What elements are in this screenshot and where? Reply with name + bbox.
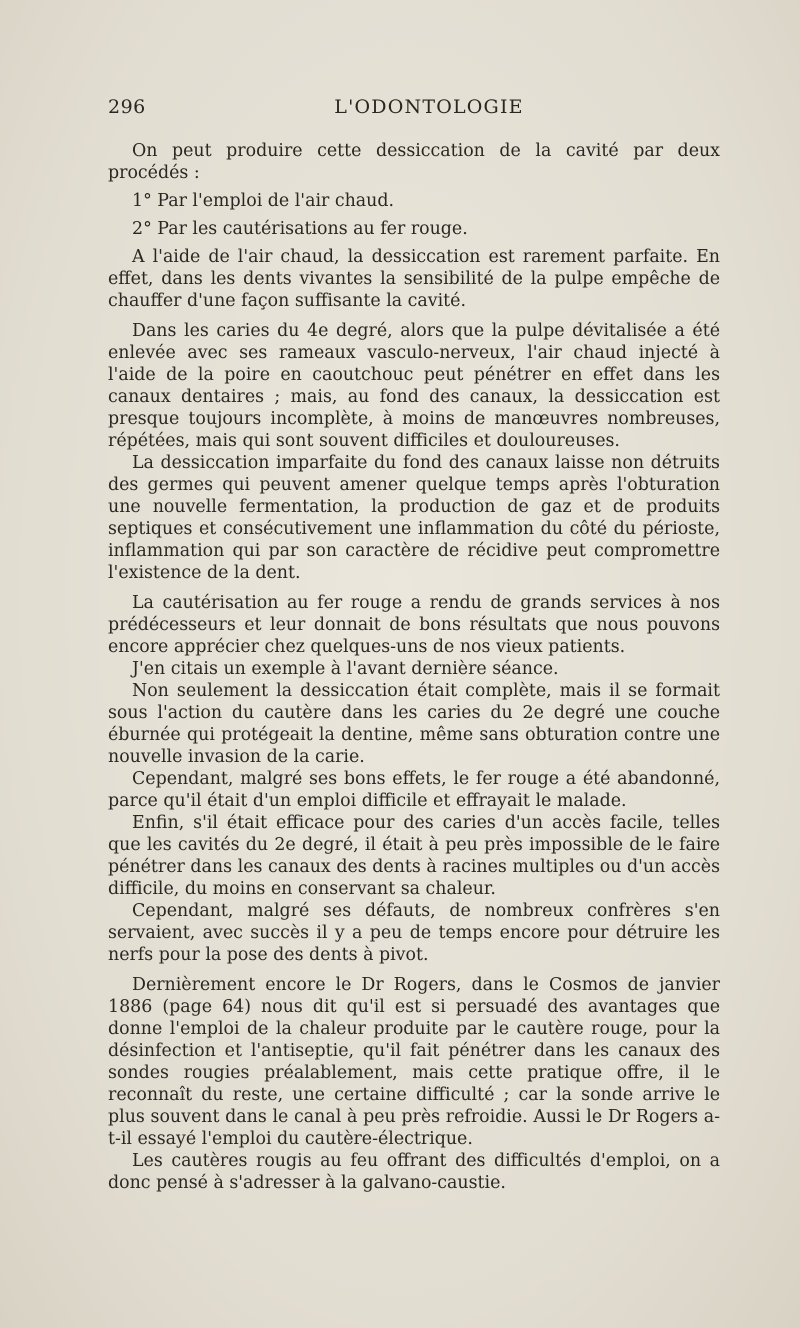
- page-header: [108, 96, 720, 128]
- body-text: [108, 140, 720, 1194]
- page-number: 296: [108, 96, 146, 118]
- paragraph: Cependant, malgré ses bons effets, le fer rouge a été abandonné, parce qu'il était d'un emploi difficile et effrayait le malade.: [108, 769, 720, 811]
- running-head: L'ODONTOLOGIE: [334, 96, 524, 118]
- paragraph: Enfin, s'il était efficace pour des caries d'un accès facile, telles que les cavités du 2e degré, il était à peu près impossible de le faire pénétrer dans les canaux des dents à racines multiples ou d'un accès difficile, du moins en conservant sa chaleur.: [108, 813, 720, 899]
- list-item: 1° Par l'emploi de l'air chaud.: [132, 191, 395, 211]
- paragraph: J'en citais un exemple à l'avant dernière séance.: [132, 659, 559, 679]
- paragraph: Dernièrement encore le Dr Rogers, dans le Cosmos de janvier 1886 (page 64) nous dit qu'il est si persuadé des avantages que donne l'emploi de la chaleur produite par le cautère rouge, pour la désinfection et l'antiseptie, qu'il fait pénétrer dans les canaux des sondes rougies préalablement, mais cette pratique offre, il le reconnaît du reste, une certaine difficulté ; car la sonde arrive le plus souvent dans le canal à peu près refroidie. Aussi le Dr Rogers a-t-il essayé l'emploi du cautère-électrique.: [108, 975, 720, 1149]
- paragraph: Dans les caries du 4e degré, alors que la pulpe dévitalisée a été enlevée avec ses rameaux vasculo-nerveux, l'air chaud injecté à l'aide de la poire en caoutchouc peut pénétrer en effet dans les canaux dentaires ; mais, au fond des canaux, la dessiccation est presque toujours incomplète, à moins de manœuvres nombreuses, répétées, mais qui sont souvent difficiles et douloureuses.: [108, 321, 720, 451]
- paragraph: On peut produire cette dessiccation de la cavité par deux procédés :: [108, 141, 720, 183]
- paragraph: Les cautères rougis au feu offrant des difficultés d'emploi, on a donc pensé à s'adresser à la galvano-caustie.: [108, 1151, 720, 1193]
- paragraph: La dessiccation imparfaite du fond des canaux laisse non détruits des germes qui peuvent amener quelque temps après l'obturation une nouvelle fermentation, la production de gaz et de produits septiques et consécutivement une inflammation du côté du périoste, inflammation qui par son caractère de récidive peut compromettre l'existence de la dent.: [108, 453, 720, 583]
- paragraph: Non seulement la dessiccation était complète, mais il se formait sous l'action du cautère dans les caries du 2e degré une couche éburnée qui protégeait la dentine, même sans obturation contre une nouvelle invasion de la carie.: [108, 681, 720, 767]
- paragraph: A l'aide de l'air chaud, la dessiccation est rarement parfaite. En effet, dans les dents vivantes la sensibilité de la pulpe empêche de chauffer d'une façon suffisante la cavité.: [108, 247, 720, 311]
- list-item: 2° Par les cautérisations au fer rouge.: [132, 219, 468, 239]
- paragraph: Cependant, malgré ses défauts, de nombreux confrères s'en servaient, avec succès il y a peu de temps encore pour détruire les nerfs pour la pose des dents à pivot.: [108, 901, 720, 965]
- paragraph: La cautérisation au fer rouge a rendu de grands services à nos prédécesseurs et leur donnait de bons résultats que nous pouvons encore apprécier chez quelques-uns de nos vieux patients.: [108, 593, 720, 657]
